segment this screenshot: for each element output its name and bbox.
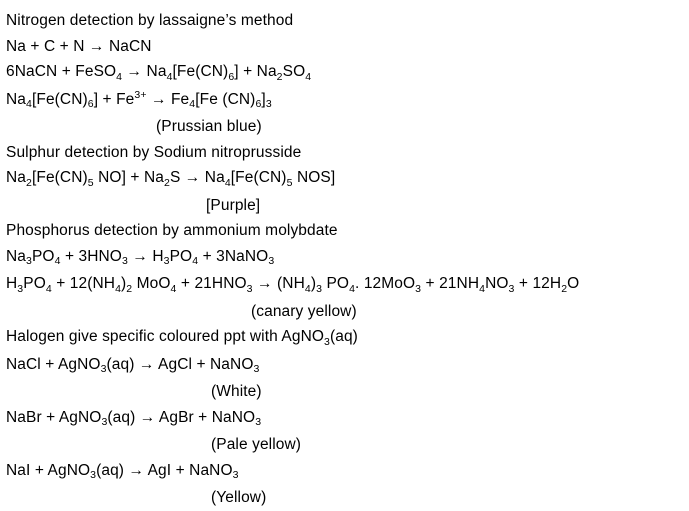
document-line: [Purple]	[206, 196, 261, 214]
document-line: Phosphorus detection by ammonium molybdate	[6, 222, 338, 239]
document-line: 6NaCN + FeSO$_4$ → $Na_4[Fe(CN)_6] + Na_2SO_4$	[6, 63, 312, 83]
document-line: (canary yellow)	[251, 302, 357, 320]
document-line: (Prussian blue)	[156, 118, 262, 135]
document-line: NaCl + AgNO$_3$(aq) → AgCl + NaNO$_3$	[6, 355, 260, 375]
document-line: NaI + AgNO$_3$(aq) → AgI + NaNO$_3$	[6, 461, 239, 481]
document-line: Sulphur detection by Sodium nitroprusside	[6, 143, 302, 161]
document-line: NaBr + AgNO$_3$(aq) → AgBr + NaNO$_3$	[6, 408, 262, 428]
document-line: (White)	[211, 383, 262, 400]
document-line: $Na_4[Fe(CN)_6] + Fe^{3+} \to Fe_4[Fe$ $(CN)_6]_3$	[6, 88, 272, 110]
document-line: $Na_3PO_4 + 3HNO_3 \to H_3PO_4$ + 3NaNO$_3$	[6, 247, 275, 267]
document-line: Nitrogen detection by lassaigne’s method	[6, 12, 294, 29]
document-line: $Na_2[Fe(CN)_5$ $NO] + Na_2S \to Na_4[Fe(CN)_5$ NOS]	[6, 169, 336, 189]
document-line: Na + C + N → NaCN	[6, 37, 152, 55]
document-line: Halogen give specific coloured ppt with AgNO$_3$(aq)	[6, 328, 358, 348]
document-line: (Pale yellow)	[211, 436, 302, 453]
document-line: $H_3PO_4 + 12(NH_4)_2$ $MoO_4 + 21HNO_3 \to (NH_4)_3$ $PO_4$. $12MoO_3 + 21NH_4NO_3 + 12H_2O$	[6, 275, 580, 295]
document-line: (Yellow)	[211, 489, 267, 506]
